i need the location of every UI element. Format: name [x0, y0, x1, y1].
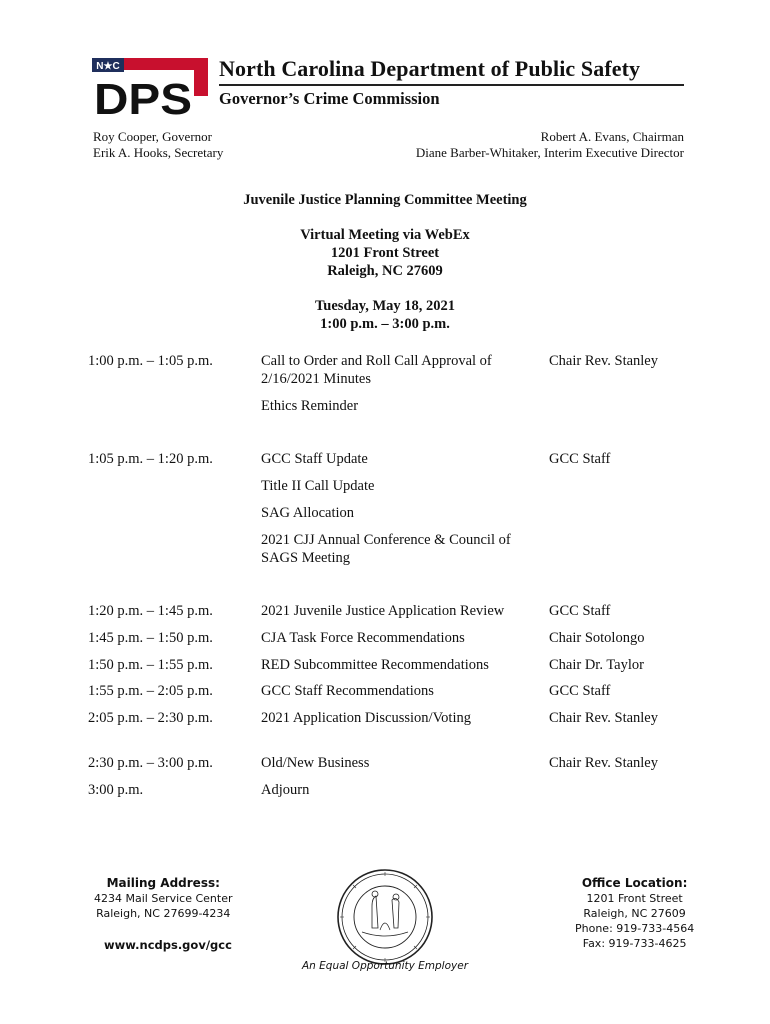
- official-secretary: Erik A. Hooks, Secretary: [93, 145, 224, 160]
- agenda-time: 1:20 p.m. – 1:45 p.m.: [88, 603, 213, 619]
- agenda-presenter: GCC Staff: [549, 683, 611, 699]
- agenda-items: [261, 656, 536, 683]
- organization-subtitle: Governor’s Crime Commission: [219, 89, 440, 108]
- agenda-item: Adjourn: [261, 782, 310, 798]
- svg-text:N★C: N★C: [96, 61, 120, 72]
- agenda-item: GCC Staff Recommendations: [261, 683, 434, 699]
- office-phone: Phone: 919-733-4564: [575, 922, 695, 935]
- official-director: Diane Barber-Whitaker, Interim Executive Director: [415, 145, 684, 160]
- agenda-items: [261, 709, 536, 736]
- agenda-items: [261, 754, 536, 781]
- meeting-location-block: [0, 226, 770, 280]
- office-location: [575, 876, 694, 951]
- agenda-presenter: Chair Dr. Taylor: [549, 657, 644, 673]
- meeting-location-line: Raleigh, NC 27609: [327, 263, 443, 279]
- svg-text:DPS: DPS: [94, 75, 192, 118]
- agenda-time: 1:55 p.m. – 2:05 p.m.: [88, 683, 213, 699]
- office-location-line: Raleigh, NC 27609: [583, 907, 686, 920]
- office-fax: Fax: 919-733-4625: [582, 937, 687, 950]
- website-link[interactable]: www.ncdps.gov/gcc: [104, 938, 232, 952]
- agenda-item: 2021 Juvenile Justice Application Review: [261, 603, 505, 619]
- office-location-heading: Office Location:: [581, 876, 688, 890]
- meeting-title-block: [0, 191, 770, 209]
- office-location-line: 1201 Front Street: [586, 892, 683, 905]
- equal-opportunity-statement: An Equal Opportunity Employer: [301, 960, 469, 972]
- agenda-items: [261, 781, 536, 808]
- agenda-time: 1:45 p.m. – 1:50 p.m.: [88, 630, 213, 646]
- mailing-address-heading: Mailing Address:: [106, 876, 220, 890]
- agenda-items: [261, 682, 536, 709]
- meeting-date: Tuesday, May 18, 2021: [314, 298, 456, 314]
- agenda-item: Title II Call Update: [261, 478, 375, 494]
- agenda-presenter: GCC Staff: [549, 603, 611, 619]
- agenda-items: [261, 602, 536, 629]
- meeting-datetime-block: [0, 297, 770, 333]
- nc-state-seal: [336, 868, 434, 966]
- mailing-address-line: Raleigh, NC 27699-4234: [96, 907, 231, 920]
- agenda-item: SAG Allocation: [261, 505, 355, 521]
- official-chairman: Robert A. Evans, Chairman: [540, 129, 684, 144]
- agenda-items: [261, 629, 536, 656]
- agenda-item: 2021 Application Discussion/Voting: [261, 710, 471, 726]
- mailing-address-line: 4234 Mail Service Center: [94, 892, 233, 905]
- meeting-time: 1:00 p.m. – 3:00 p.m.: [320, 316, 450, 332]
- agenda-item: 2021 CJJ Annual Conference & Council of SAGS Meeting: [261, 532, 511, 566]
- agenda-item: RED Subcommittee Recommendations: [261, 657, 489, 673]
- agenda-item: CJA Task Force Recommendations: [261, 630, 465, 646]
- agenda-time: 2:30 p.m. – 3:00 p.m.: [88, 755, 213, 771]
- agenda-time: 3:00 p.m.: [88, 782, 144, 798]
- ncdps-logo: [90, 56, 212, 118]
- meeting-location-line: 1201 Front Street: [330, 245, 440, 261]
- agenda-time: 2:05 p.m. – 2:30 p.m.: [88, 710, 213, 726]
- right-officials: [416, 129, 684, 161]
- agenda-item: Ethics Reminder: [261, 398, 359, 414]
- agenda-presenter: Chair Sotolongo: [549, 630, 645, 646]
- agenda-presenter: Chair Rev. Stanley: [549, 710, 658, 726]
- agenda-item: GCC Staff Update: [261, 451, 368, 467]
- mailing-address: [94, 876, 233, 921]
- header-divider: [219, 84, 684, 86]
- agenda-items: [261, 450, 536, 576]
- agenda-presenter: Chair Rev. Stanley: [549, 755, 658, 771]
- official-governor: Roy Cooper, Governor: [93, 129, 212, 144]
- agenda-presenter: Chair Rev. Stanley: [549, 353, 658, 369]
- left-officials: [93, 129, 223, 161]
- agenda-presenter: GCC Staff: [549, 451, 611, 467]
- agenda-time: 1:50 p.m. – 1:55 p.m.: [88, 657, 213, 673]
- meeting-title: Juvenile Justice Planning Committee Meeting: [243, 192, 527, 208]
- organization-title: North Carolina Department of Public Safety: [219, 56, 641, 81]
- meeting-location-line: Virtual Meeting via WebEx: [300, 227, 470, 243]
- agenda-items: [261, 352, 536, 424]
- agenda-time: 1:00 p.m. – 1:05 p.m.: [88, 353, 213, 369]
- agenda-item: Call to Order and Roll Call Approval of 2/16/2021 Minutes: [261, 353, 492, 387]
- agenda-time: 1:05 p.m. – 1:20 p.m.: [88, 451, 213, 467]
- agenda-item: Old/New Business: [261, 755, 370, 771]
